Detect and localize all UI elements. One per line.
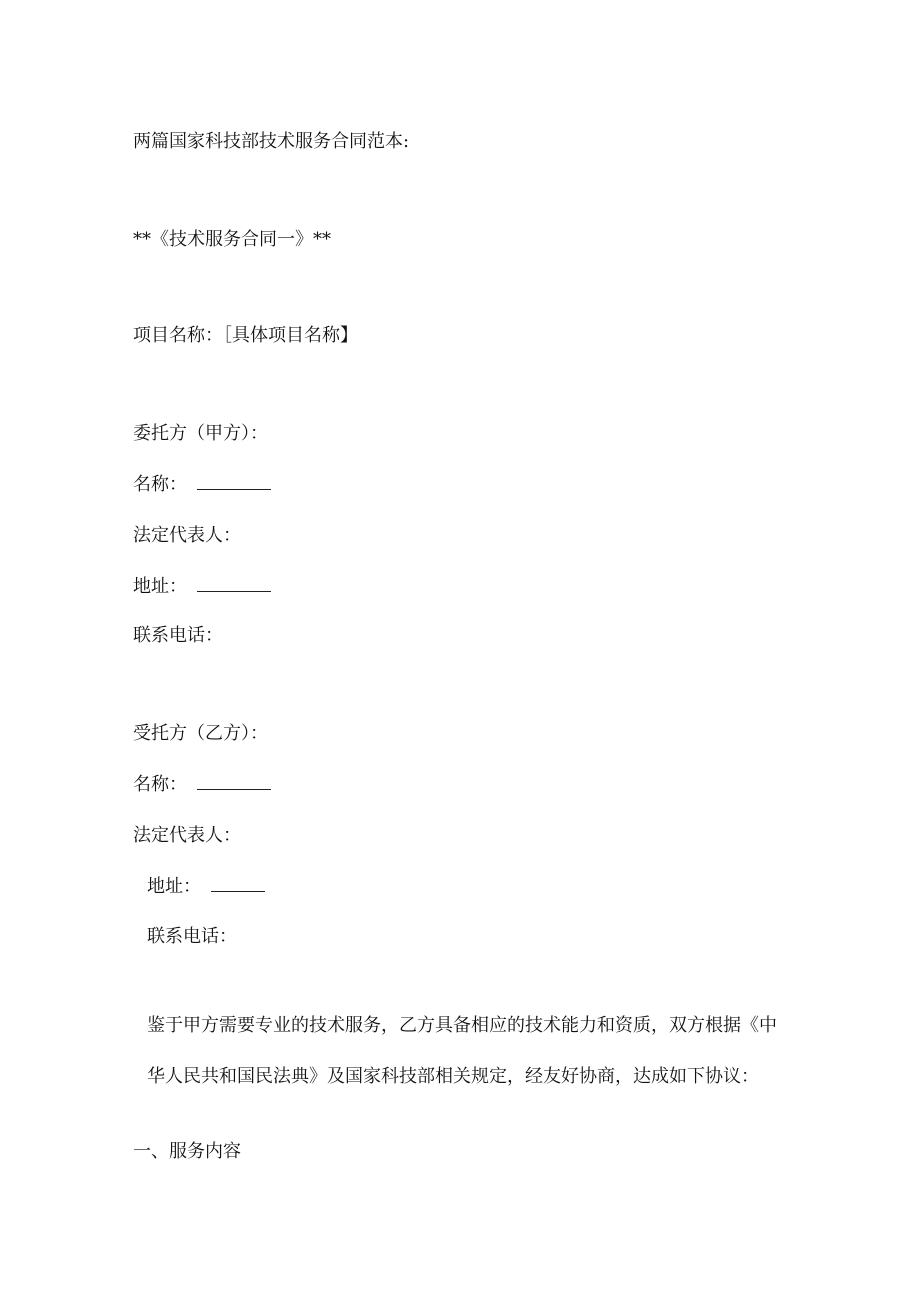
project-name: 项目名称：［具体项目名称】 bbox=[133, 325, 358, 346]
section-heading-1: 一、服务内容 bbox=[133, 1141, 241, 1162]
party-a-heading: 委托方（甲方）： bbox=[133, 423, 268, 444]
party-a-address-label: 地址： bbox=[133, 576, 187, 597]
party-a-name-row bbox=[133, 473, 271, 497]
party-a-phone-label: 联系电话： bbox=[133, 625, 223, 646]
party-b-phone-label: 联系电话： bbox=[147, 926, 237, 947]
party-b-address-label: 地址： bbox=[147, 876, 201, 897]
contract-heading: **《技术服务合同一》** bbox=[133, 229, 331, 250]
party-a-name-blank[interactable] bbox=[197, 473, 271, 490]
party-b-name-blank[interactable] bbox=[197, 773, 271, 790]
preamble-line-2: 华人民共和国民法典》及国家科技部相关规定，经友好协商，达成如下协议： bbox=[147, 1066, 759, 1087]
party-b-name-row bbox=[133, 773, 271, 797]
party-b-name-label: 名称： bbox=[133, 774, 187, 795]
party-a-name-label: 名称： bbox=[133, 474, 187, 495]
party-b-address-row bbox=[147, 875, 265, 899]
party-b-rep-label: 法定代表人： bbox=[133, 825, 241, 846]
document-title: 两篇国家科技部技术服务合同范本: bbox=[133, 131, 410, 152]
preamble-line-1: 鉴于甲方需要专业的技术服务，乙方具备相应的技术能力和资质，双方根据《中 bbox=[147, 1015, 777, 1036]
party-a-address-row bbox=[133, 575, 271, 599]
party-a-rep-label: 法定代表人： bbox=[133, 525, 241, 546]
party-b-heading: 受托方（乙方）： bbox=[133, 723, 268, 744]
party-a-address-blank[interactable] bbox=[197, 575, 271, 592]
party-b-address-blank[interactable] bbox=[211, 875, 265, 892]
